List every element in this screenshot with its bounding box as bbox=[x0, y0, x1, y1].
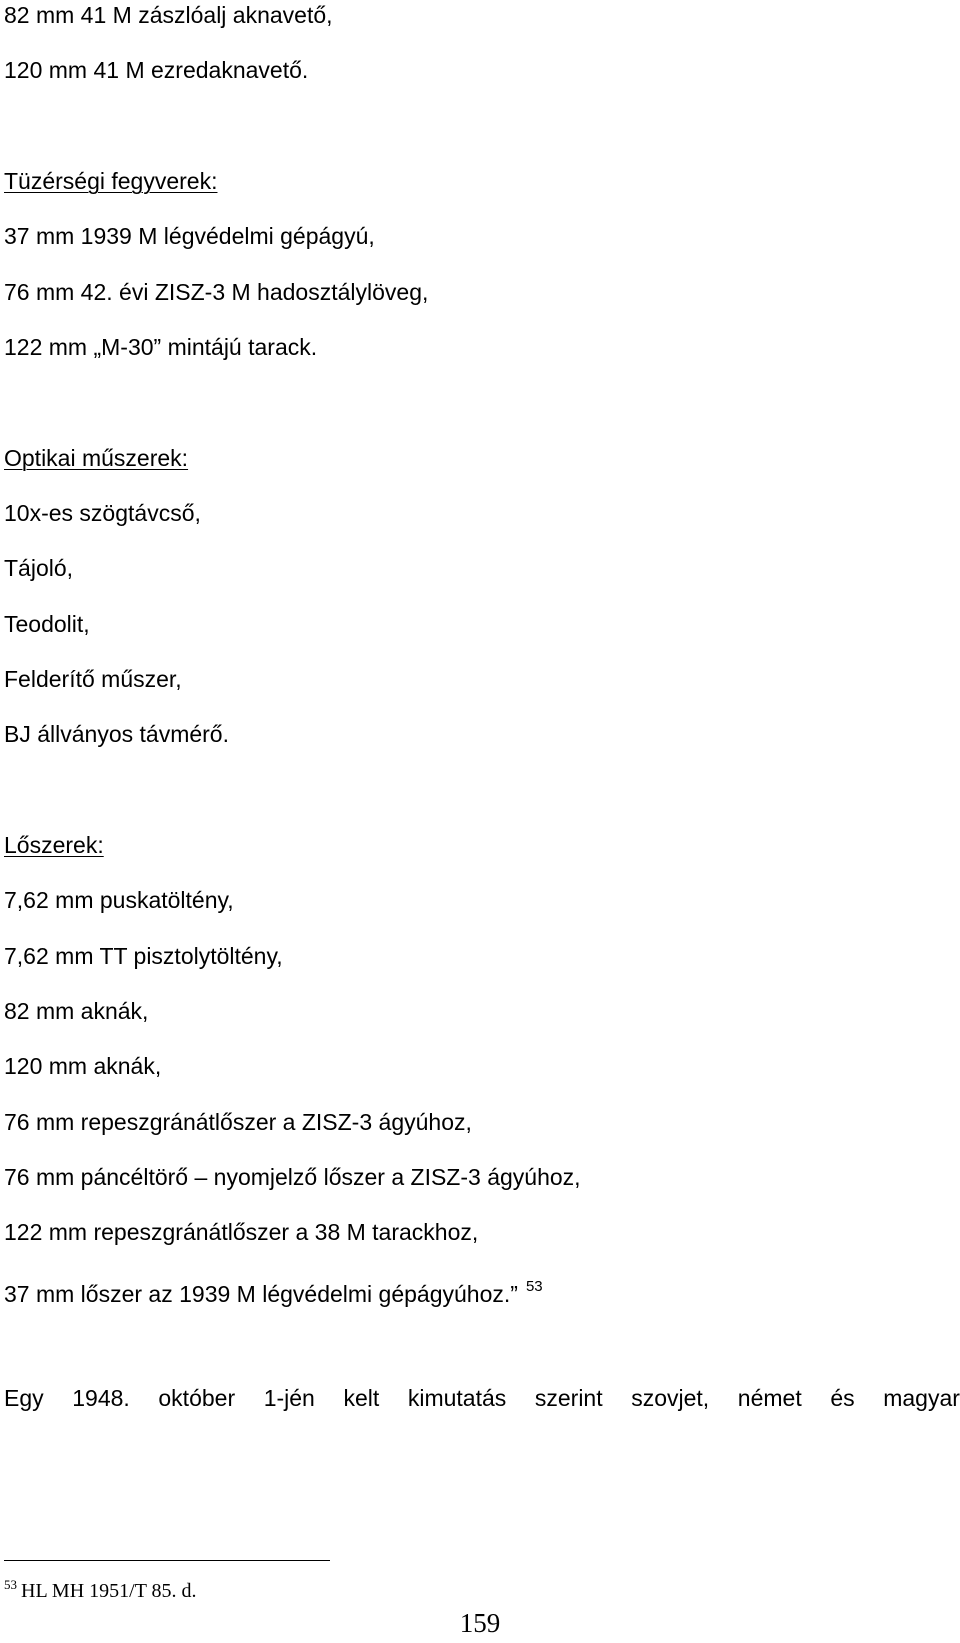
footnote-number: 53 bbox=[4, 1577, 17, 1592]
paragraph-word: 1-jén bbox=[263, 1385, 315, 1411]
text-line: Teodolit, bbox=[4, 611, 90, 637]
section-heading: Lőszerek: bbox=[4, 832, 104, 858]
paragraph-word: Egy bbox=[4, 1385, 44, 1411]
text-line: 82 mm 41 M zászlóalj aknavető, bbox=[4, 2, 333, 28]
paragraph-word: szerint bbox=[534, 1385, 603, 1411]
text-line: Felderítő műszer, bbox=[4, 666, 182, 692]
text-line: 76 mm 42. évi ZISZ-3 M hadosztálylöveg, bbox=[4, 279, 429, 305]
page-number: 159 bbox=[459, 1608, 501, 1638]
text-line: Tájoló, bbox=[4, 555, 74, 581]
footnote-separator bbox=[4, 1560, 330, 1561]
text-line: 76 mm páncéltörő – nyomjelző lőszer a ZISZ-3 ágyúhoz, bbox=[4, 1164, 581, 1190]
text-line: 37 mm lőszer az 1939 M légvédelmi gépágyúhoz.” bbox=[4, 1281, 518, 1307]
text-line: 120 mm aknák, bbox=[4, 1053, 162, 1079]
paragraph-word: német bbox=[737, 1385, 802, 1411]
text-line: BJ állványos távmérő. bbox=[4, 721, 229, 747]
text-line: 37 mm 1939 M légvédelmi gépágyú, bbox=[4, 223, 375, 249]
footnote-reference[interactable]: 53 bbox=[525, 1278, 543, 1295]
text-line: 82 mm aknák, bbox=[4, 998, 149, 1024]
paragraph-word: magyar bbox=[883, 1385, 960, 1411]
footnote-text: HL MH 1951/T 85. d. bbox=[21, 1580, 197, 1602]
text-line: 122 mm „M-30” mintájú tarack. bbox=[4, 334, 318, 360]
paragraph-word: 1948. bbox=[72, 1385, 130, 1411]
footnote bbox=[4, 1572, 197, 1604]
paragraph-word: kimutatás bbox=[407, 1385, 507, 1411]
paragraph-word: és bbox=[830, 1385, 855, 1411]
text-line: 10x-es szögtávcső, bbox=[4, 500, 201, 526]
paragraph-word: szovjet, bbox=[631, 1385, 710, 1411]
section-heading: Tüzérségi fegyverek: bbox=[4, 168, 218, 194]
text-line: 7,62 mm puskatöltény, bbox=[4, 887, 234, 913]
text-line: 120 mm 41 M ezredaknavető. bbox=[4, 57, 309, 83]
text-line: 7,62 mm TT pisztolytöltény, bbox=[4, 943, 283, 969]
paragraph-word: október bbox=[158, 1385, 236, 1411]
paragraph-word: kelt bbox=[343, 1385, 380, 1411]
text-line-with-footnote-ref bbox=[4, 1272, 543, 1309]
text-line: 122 mm repeszgránátlőszer a 38 M tarackhoz, bbox=[4, 1219, 479, 1245]
paragraph-line bbox=[4, 1383, 960, 1413]
text-line: 76 mm repeszgránátlőszer a ZISZ-3 ágyúhoz, bbox=[4, 1109, 472, 1135]
section-heading: Optikai műszerek: bbox=[4, 445, 189, 471]
